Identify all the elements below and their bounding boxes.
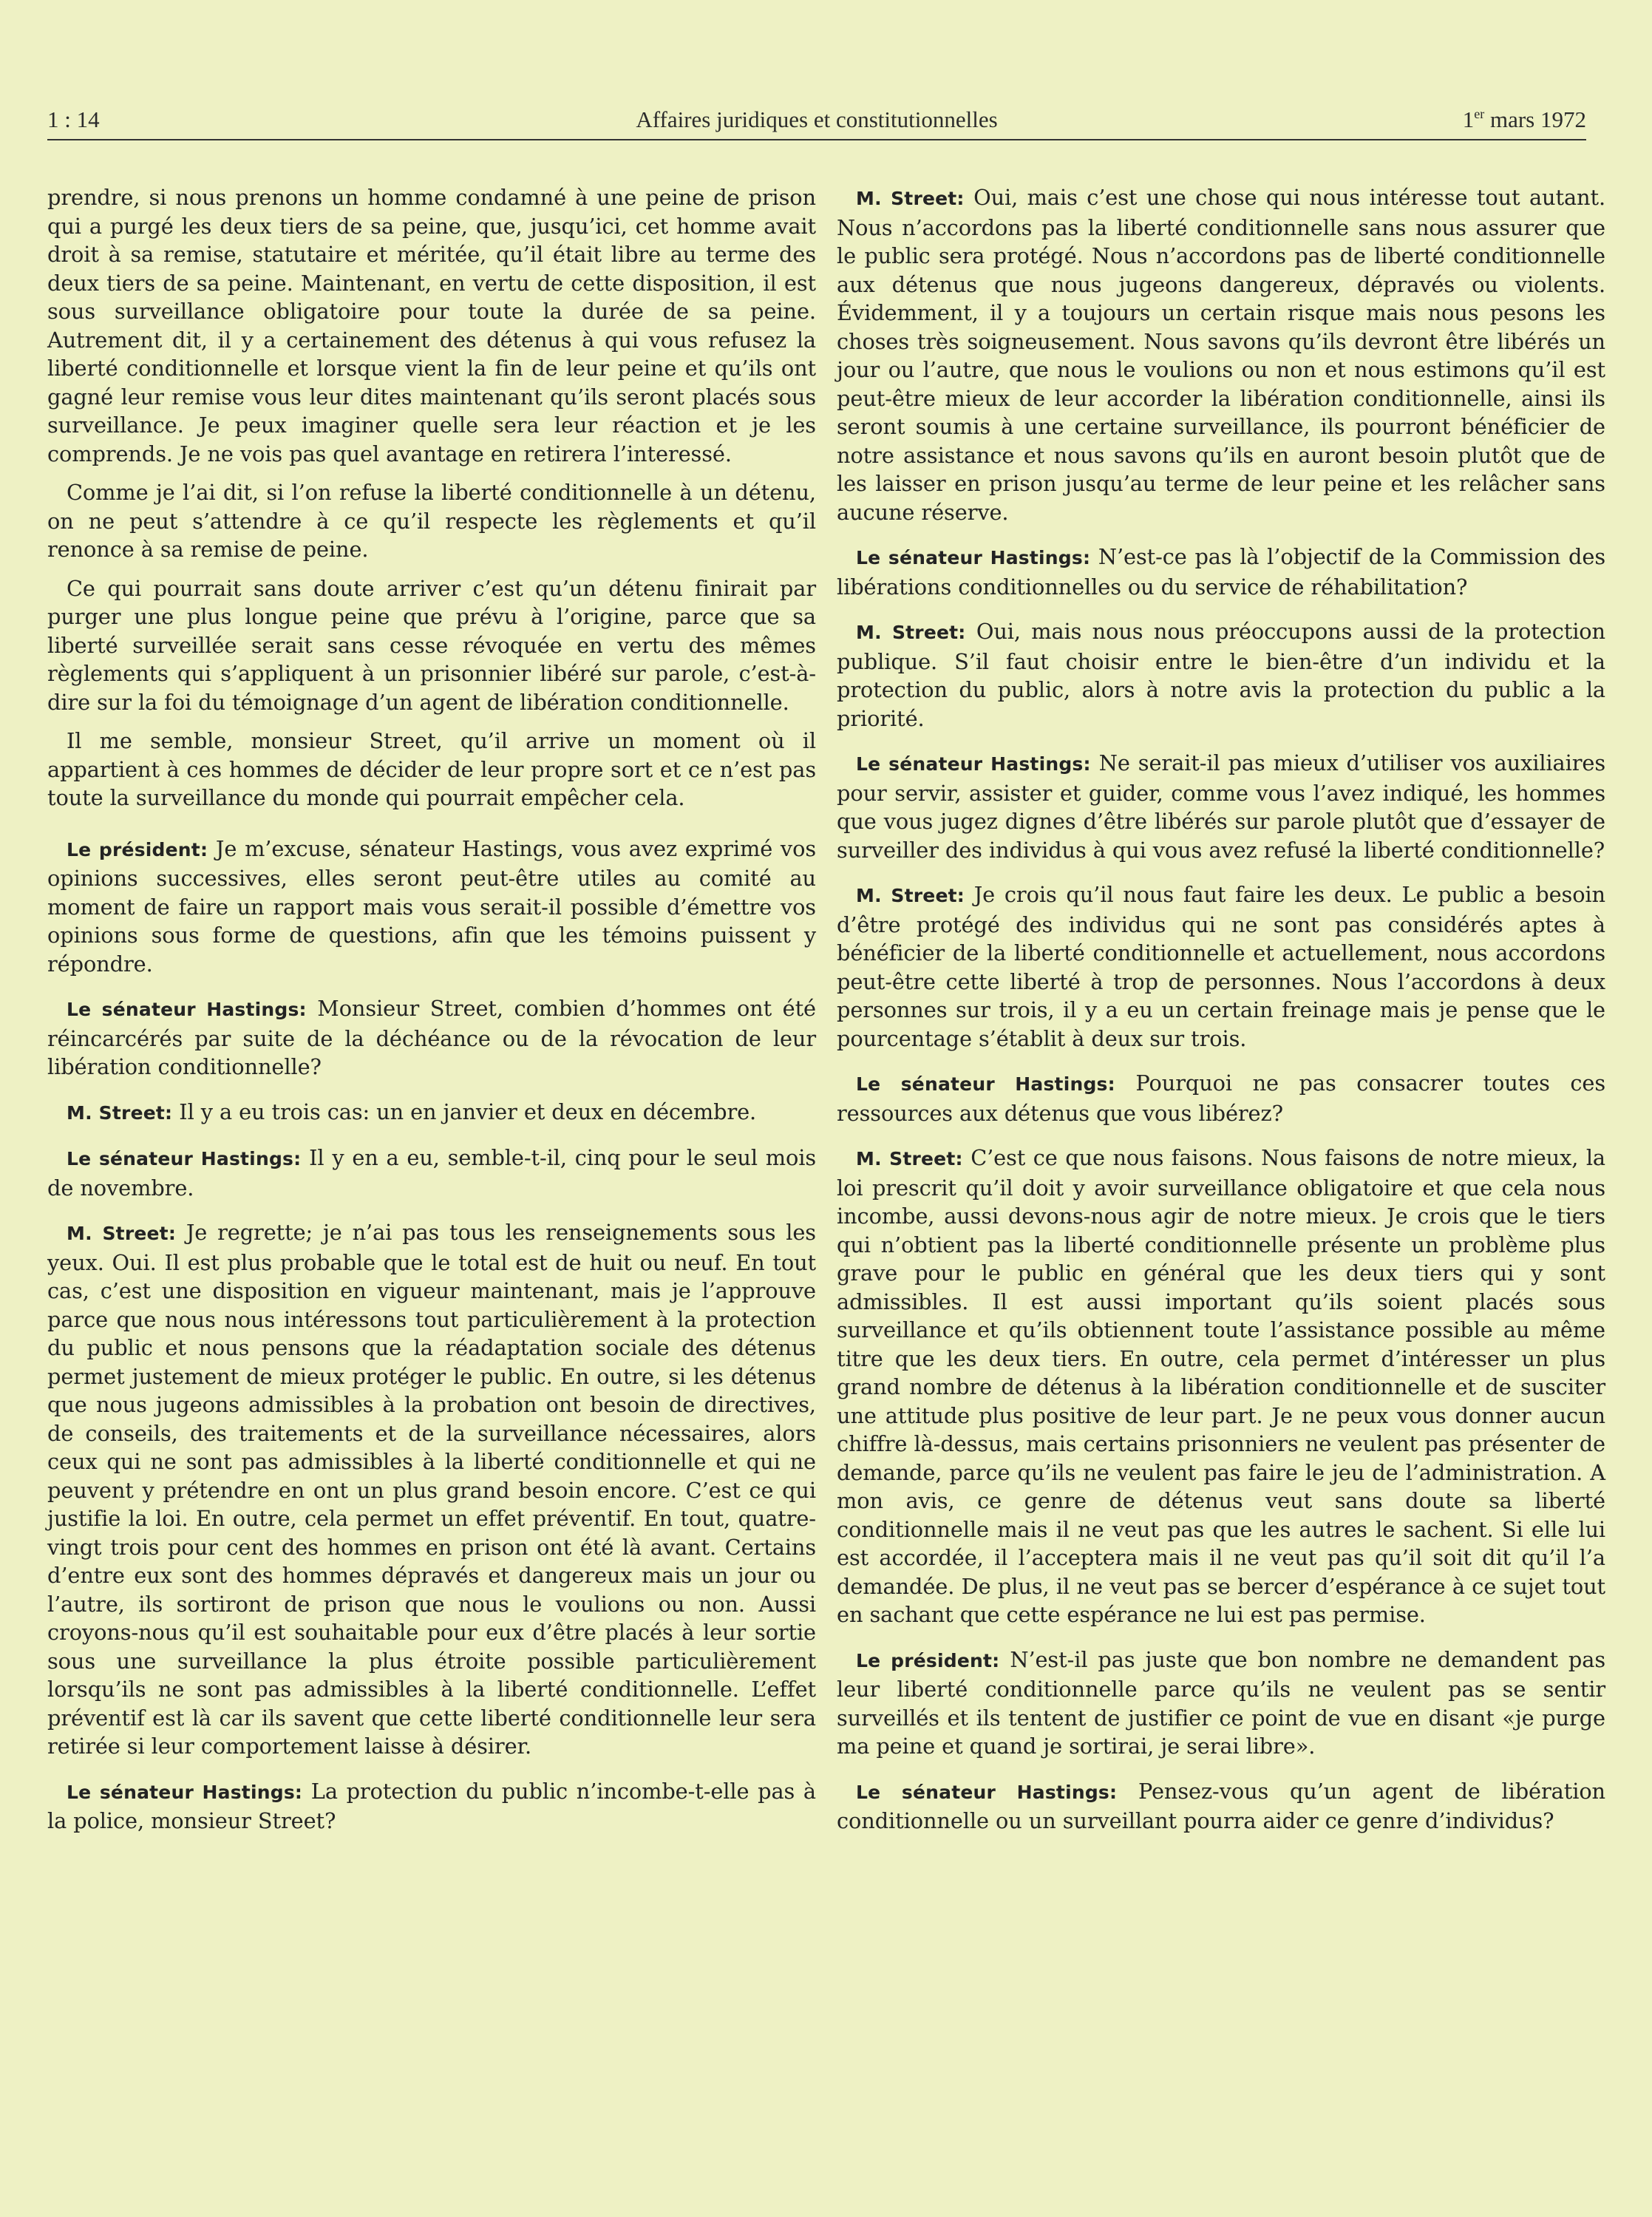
speaker-label: Le président: bbox=[67, 838, 208, 860]
speaker-label: M. Street: bbox=[67, 1223, 177, 1244]
testimony-paragraph: M. Street: C’est ce que nous faisons. Nous faisons de notre mieux, la loi prescrit qu’il doit y avoir surveillance obligatoire et que cela nous incombe, aussi devons-nous agir de notre mieux. Je crois que le tiers qui n’obtient pas la liberté conditionnelle présente un problème plus grave pour le public en général que les deux tiers qui y sont admissibles. Il est aussi important qu’ils soient placés sous surveillance et qu’ils obtiennent toute l’assistance possible au même titre que les deux tiers. En outre, cela permet d’intéresser un plus grand nombre de détenus à la libération conditionnelle et de susciter une attitude plus positive de leur part. Je ne peux vous donner aucun chiffre là-dessus, mais certains prisonniers ne veulent pas présenter de demande, parce qu’ils ne veulent pas faire le jeu de l’administration. A mon avis, ce genre de détenus veut sans doute sa liberté conditionnelle mais il ne veut pas que les autres le sachent. Si elle lui est accordée, il l’acceptera mais il ne veut pas qu’il soit dit qu’il l’a demandée. De plus, il ne veut pas se bercer d’espérance à ce sujet tout en sachant que cette espérance ne lui est pas permise. bbox=[837, 1145, 1605, 1627]
testimony-paragraph: Le sénateur Hastings: Ne serait-il pas mieux d’utiliser vos auxiliaires pour servir, assister et guider, comme vous l’avez indiqué, les hommes que vous jugez dignes d’être libérés sur parole plutôt que d’essayer de surveiller des individus à qui vous avez refusé la liberté conditionnelle? bbox=[837, 750, 1605, 863]
testimony-paragraph: M. Street: Oui, mais c’est une chose qui nous intéresse tout autant. Nous n’accordons pas la liberté conditionnelle sans nous assurer que le public sera protégé. Nous n’accordons pas de liberté conditionnelle aux détenus que nous jugeons dangereux, dépravés ou violents. Évidemment, il y a toujours un certain risque mais nous pesons les choses très soigneusement. Nous savons qu’ils devront être libérés un jour ou l’autre, que nous le voulions ou non et nous estimons qu’il est peut-être mieux de leur accorder la libération conditionnelle, ainsi ils seront soumis à une certaine surveillance, ils pourront bénéficier de notre assistance et nous savons qu’ils en auront besoin plutôt que de les laisser en prison jusqu’au terme de leur peine et les relâcher sans aucune réserve. bbox=[837, 185, 1605, 525]
speaker-label: Le président: bbox=[856, 1649, 1000, 1671]
publication-title: Affaires juridiques et constitutionnelles bbox=[636, 106, 998, 132]
testimony-paragraph: Le sénateur Hastings: N’est-ce pas là l’objectif de la Commission des libérations conditionnelles ou du service de réhabilitation? bbox=[837, 544, 1606, 600]
header-date: 1er mars 1972 bbox=[1462, 106, 1586, 132]
testimony-paragraph: Le sénateur Hastings: Monsieur Street, combien d’hommes ont été réincarcérés par suite de la déchéance ou de la révocation de leur libération conditionnelle? bbox=[47, 996, 816, 1079]
paragraph: prendre, si nous prenons un homme condamné à une peine de prison qui a purgé les deux tiers de sa peine, que, jusqu’ici, cet homme avait droit à sa remise, statutaire et méritée, qu’il était libre au terme des deux tiers de sa peine. Maintenant, en vertu de cette disposition, il est sous surveillance obligatoire pour toute la durée de sa peine. Autrement dit, il y a certainement des détenus à qui vous refusez la liberté conditionnelle et lorsque vient la fin de leur peine et qu’ils ont gagné leur remise vous leur dites maintenant qu’ils seront placés sous surveillance. Je peux imaginer quelle sera leur réaction et je les comprends. Je ne vois pas quel avantage en retirera l’interessé. bbox=[47, 185, 816, 466]
running-header bbox=[47, 102, 1586, 140]
testimony-paragraph: Le sénateur Hastings: Pensez-vous qu’un agent de libération conditionnelle ou un surveillant pourra aider ce genre d’individus? bbox=[837, 1778, 1605, 1833]
speaker-label: Le sénateur Hastings: bbox=[856, 1073, 1115, 1095]
testimony-paragraph: Le sénateur Hastings: La protection du public n’incombe-t-elle pas à la police, monsieur Street? bbox=[47, 1778, 816, 1833]
speaker-label: M. Street: bbox=[856, 188, 965, 209]
speaker-label: Le sénateur Hastings: bbox=[67, 1148, 302, 1169]
testimony-paragraph: M. Street: Je regrette; je n’ai pas tous les renseignements sous les yeux. Oui. Il est plus probable que le total est de huit ou neuf. En tout cas, c’est une disposition en vigueur maintenant, mais je l’approuve parce que nous nous intéressons tout particulièrement à la protection du public et nous pensons que la réadaptation sociale des détenus permet justement de mieux protéger le public. En outre, si les détenus que nous jugeons admissibles à la probation ont besoin de directives, de conseils, des traitements et de la surveillance nécessaires, alors ceux qui ne sont pas admissibles à la liberté conditionnelle et qui ne peuvent y prétendre en ont un plus grand besoin encore. C’est ce qui justifie la loi. En outre, cela permet un effet préventif. En tout, quatre-vingt trois pour cent des hommes en prison ont été là avant. Certains d’entre eux sont des hommes dépravés et dangereux mais un jour ou l’autre, ils sortiront de prison que nous le voulions ou non. Aussi croyons-nous qu’il est souhaitable pour eux d’être placés à leur sortie sous une surveillance la plus étroite possible particulièrement lorsqu’ils ne sont pas admissibles à la liberté conditionnelle. L’effet préventif est là car ils savent que cette liberté conditionnelle leur sera retirée si leur comportement laisse à désirer. bbox=[47, 1220, 816, 1759]
testimony-paragraph: Le sénateur Hastings: Pourquoi ne pas consacrer toutes ces ressources aux détenus que vous libérez? bbox=[837, 1070, 1605, 1126]
speaker-label: M. Street: bbox=[856, 885, 965, 906]
speaker-label: Le sénateur Hastings: bbox=[856, 753, 1091, 775]
testimony-paragraph: M. Street: Je crois qu’il nous faut faire les deux. Le public a besoin d’être protégé des individus qui ne sont pas considérés aptes à bénéficier de la liberté conditionnelle et actuellement, nous accordons peut-être cette liberté à trop de personnes. Nous l’accordons à deux personnes sur trois, il y a eu un certain freinage mais je pense que le pourcentage s’établit à deux sur trois. bbox=[837, 882, 1605, 1051]
testimony-paragraph: M. Street: Il y a eu trois cas: un en janvier et deux en décembre. bbox=[67, 1099, 757, 1124]
speaker-label: Le sénateur Hastings: bbox=[856, 547, 1091, 568]
speaker-label: M. Street: bbox=[67, 1101, 173, 1124]
speaker-label: M. Street: bbox=[856, 1148, 963, 1169]
testimony-paragraph: Le sénateur Hastings: Il y en a eu, semble-t-il, cinq pour le seul mois de novembre. bbox=[47, 1145, 817, 1201]
paragraph: Ce qui pourrait sans doute arriver c’est qu’un détenu finirait par purger une plus longue peine que prévu à l’origine, parce que sa liberté surveillée serait sans cesse révoquée en vertu des mêmes règlements qui s’appliquent à un prisonnier libéré sur parole, c’est-à-dire sur la foi du témoignage d’un agent de libération conditionnelle. bbox=[47, 575, 816, 715]
paragraph: Comme je l’ai dit, si l’on refuse la liberté conditionnelle à un détenu, on ne peut s’attendre à ce qu’il respecte les règlements et qu’il renonce à sa remise de peine. bbox=[47, 480, 816, 562]
speaker-label: M. Street: bbox=[856, 622, 966, 643]
testimony-paragraph: Le président: N’est-il pas juste que bon nombre ne demandent pas leur liberté conditionnelle parce qu’ils ne veulent pas se sentir surveillés et ils tentent de justifier ce point de vue en disant «je purge ma peine et quand je sortirai, je serai libre». bbox=[837, 1646, 1605, 1759]
testimony-paragraph: M. Street: Oui, mais nous nous préoccupons aussi de la protection publique. S’il faut choisir entre le bien-être d’un individu et la protection du public, alors à notre avis la protection du public a la priorité. bbox=[837, 619, 1605, 731]
paragraph: Il me semble, monsieur Street, qu’il arrive un moment où il appartient à ces hommes de décider de leur propre sort et ce n’est pas toute la surveillance du monde qui pourrait empêcher cela. bbox=[47, 728, 816, 810]
speaker-label: Le sénateur Hastings: bbox=[67, 999, 307, 1020]
page-number: 1 : 14 bbox=[47, 106, 100, 132]
speaker-label: Le sénateur Hastings: bbox=[67, 1781, 303, 1803]
testimony-paragraph: Le président: Je m’excuse, sénateur Hastings, vous avez exprimé vos opinions successives, elles seront peut-être utiles au comité au moment de faire un rapport mais vous serait-il possible d’émettre vos opinions sous forme de questions, afin que les témoins puissent y répondre. bbox=[47, 835, 817, 977]
speaker-label: Le sénateur Hastings: bbox=[856, 1781, 1118, 1803]
right-column bbox=[837, 183, 1605, 1846]
left-column bbox=[47, 183, 816, 1846]
